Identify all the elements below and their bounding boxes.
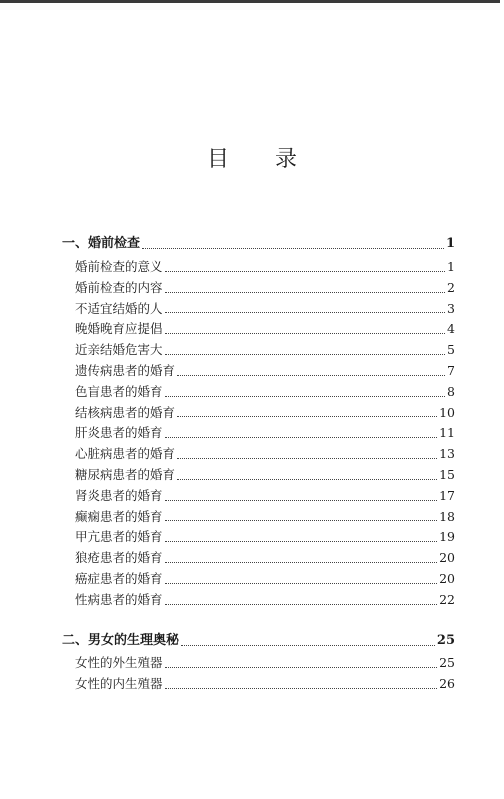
toc-entry-page: 5	[447, 342, 455, 358]
toc-entry-label: 女性的外生殖器	[75, 655, 163, 670]
toc-entry-page: 3	[447, 300, 455, 316]
toc-entry-page: 17	[439, 487, 455, 503]
toc-entry	[75, 569, 455, 590]
toc-entry	[75, 674, 455, 695]
toc-entry-label: 癫痫患者的婚育	[75, 508, 163, 524]
toc-entry	[75, 382, 455, 403]
dot-leader	[165, 396, 446, 397]
toc-section-heading-row	[62, 234, 455, 255]
dot-leader	[142, 248, 444, 249]
dot-leader	[177, 416, 437, 417]
toc-entry-page: 20	[439, 570, 455, 586]
toc-entry-page: 7	[447, 362, 455, 378]
dot-leader	[177, 458, 437, 459]
dot-leader	[177, 479, 437, 480]
toc-entry	[75, 423, 455, 444]
toc-title: 目录	[206, 147, 343, 172]
toc-entry	[75, 403, 455, 424]
dot-leader	[165, 562, 438, 563]
toc-entry-page: 11	[439, 425, 455, 441]
toc-section	[62, 631, 455, 695]
toc-section-heading-row	[62, 631, 455, 652]
toc-entry-label: 结核病患者的婚育	[75, 404, 176, 420]
top-border-line	[0, 0, 500, 3]
dot-leader	[165, 354, 446, 355]
toc-section	[62, 234, 455, 611]
toc-entry-label: 色盲患者的婚育	[75, 383, 163, 399]
toc-entry-label: 女性的内生殖器	[75, 675, 163, 691]
toc-entry	[75, 340, 455, 361]
toc-entry-page: 8	[447, 383, 455, 399]
toc-entry	[75, 465, 455, 486]
toc-entry-page: 26	[439, 675, 455, 691]
dot-leader	[177, 375, 445, 376]
toc-entry-label: 肝炎患者的婚育	[75, 425, 163, 441]
dot-leader	[165, 292, 446, 293]
toc-entry	[75, 444, 455, 465]
toc-entry-list	[62, 653, 455, 695]
toc-entry	[75, 257, 455, 278]
toc-entry	[75, 507, 455, 528]
toc-entry-label: 婚前检查的意义	[75, 259, 163, 274]
toc-entry	[75, 299, 455, 320]
toc-section-heading: 一、婚前检查	[62, 236, 141, 252]
toc-entry-page: 22	[439, 591, 455, 607]
dot-leader	[165, 583, 438, 584]
toc-entry	[75, 319, 455, 340]
toc-entry	[75, 590, 455, 611]
toc-entry-page: 2	[447, 279, 455, 295]
toc-entry-label: 晚婚晚育应提倡	[75, 321, 163, 337]
dot-leader	[181, 645, 435, 646]
dot-leader	[165, 688, 438, 689]
toc-entry	[75, 486, 455, 507]
toc-entry-label: 狼疮患者的婚育	[75, 550, 163, 566]
dot-leader	[165, 667, 438, 668]
toc-entry	[75, 548, 455, 569]
toc-entry-label: 近亲结婚危害大	[75, 342, 163, 358]
toc-section-heading: 二、男女的生理奥秘	[62, 633, 180, 649]
toc-entry-label: 婚前检查的内容	[75, 279, 163, 295]
toc-entry-label: 遗传病患者的婚育	[75, 362, 176, 378]
toc-entry-page: 10	[439, 404, 455, 420]
toc-entry-page: 20	[439, 550, 455, 566]
dot-leader	[165, 604, 438, 605]
toc-entry-label: 心脏病患者的婚育	[75, 446, 176, 462]
toc-entry-page: 25	[439, 655, 455, 670]
toc-entry-label: 不适宜结婚的人	[75, 300, 163, 316]
dot-leader	[165, 271, 446, 272]
toc-section-page: 25	[436, 633, 455, 649]
toc-entry-label: 癌症患者的婚育	[75, 570, 163, 586]
toc-entry-list	[62, 257, 455, 611]
toc-entry-label: 肾炎患者的婚育	[75, 487, 163, 503]
toc-entry-label: 甲亢患者的婚育	[75, 529, 163, 545]
toc-entry-page: 15	[439, 466, 455, 482]
toc-entry-label: 糖尿病患者的婚育	[75, 466, 176, 482]
dot-leader	[165, 312, 446, 313]
toc-entry	[75, 361, 455, 382]
toc-entry-page: 13	[439, 446, 455, 462]
toc-entry-page: 1	[447, 259, 455, 274]
toc-entry-label: 性病患者的婚育	[75, 591, 163, 607]
dot-leader	[165, 437, 438, 438]
dot-leader	[165, 333, 446, 334]
dot-leader	[165, 541, 438, 542]
dot-leader	[165, 500, 438, 501]
toc-entry-page: 19	[439, 529, 455, 545]
toc-entry	[75, 653, 455, 674]
toc-entry-page: 4	[447, 321, 455, 337]
toc-entry-page: 18	[439, 508, 455, 524]
toc-entry	[75, 278, 455, 299]
toc-entry	[75, 527, 455, 548]
toc-section-page: 1	[445, 236, 455, 252]
dot-leader	[165, 520, 438, 521]
